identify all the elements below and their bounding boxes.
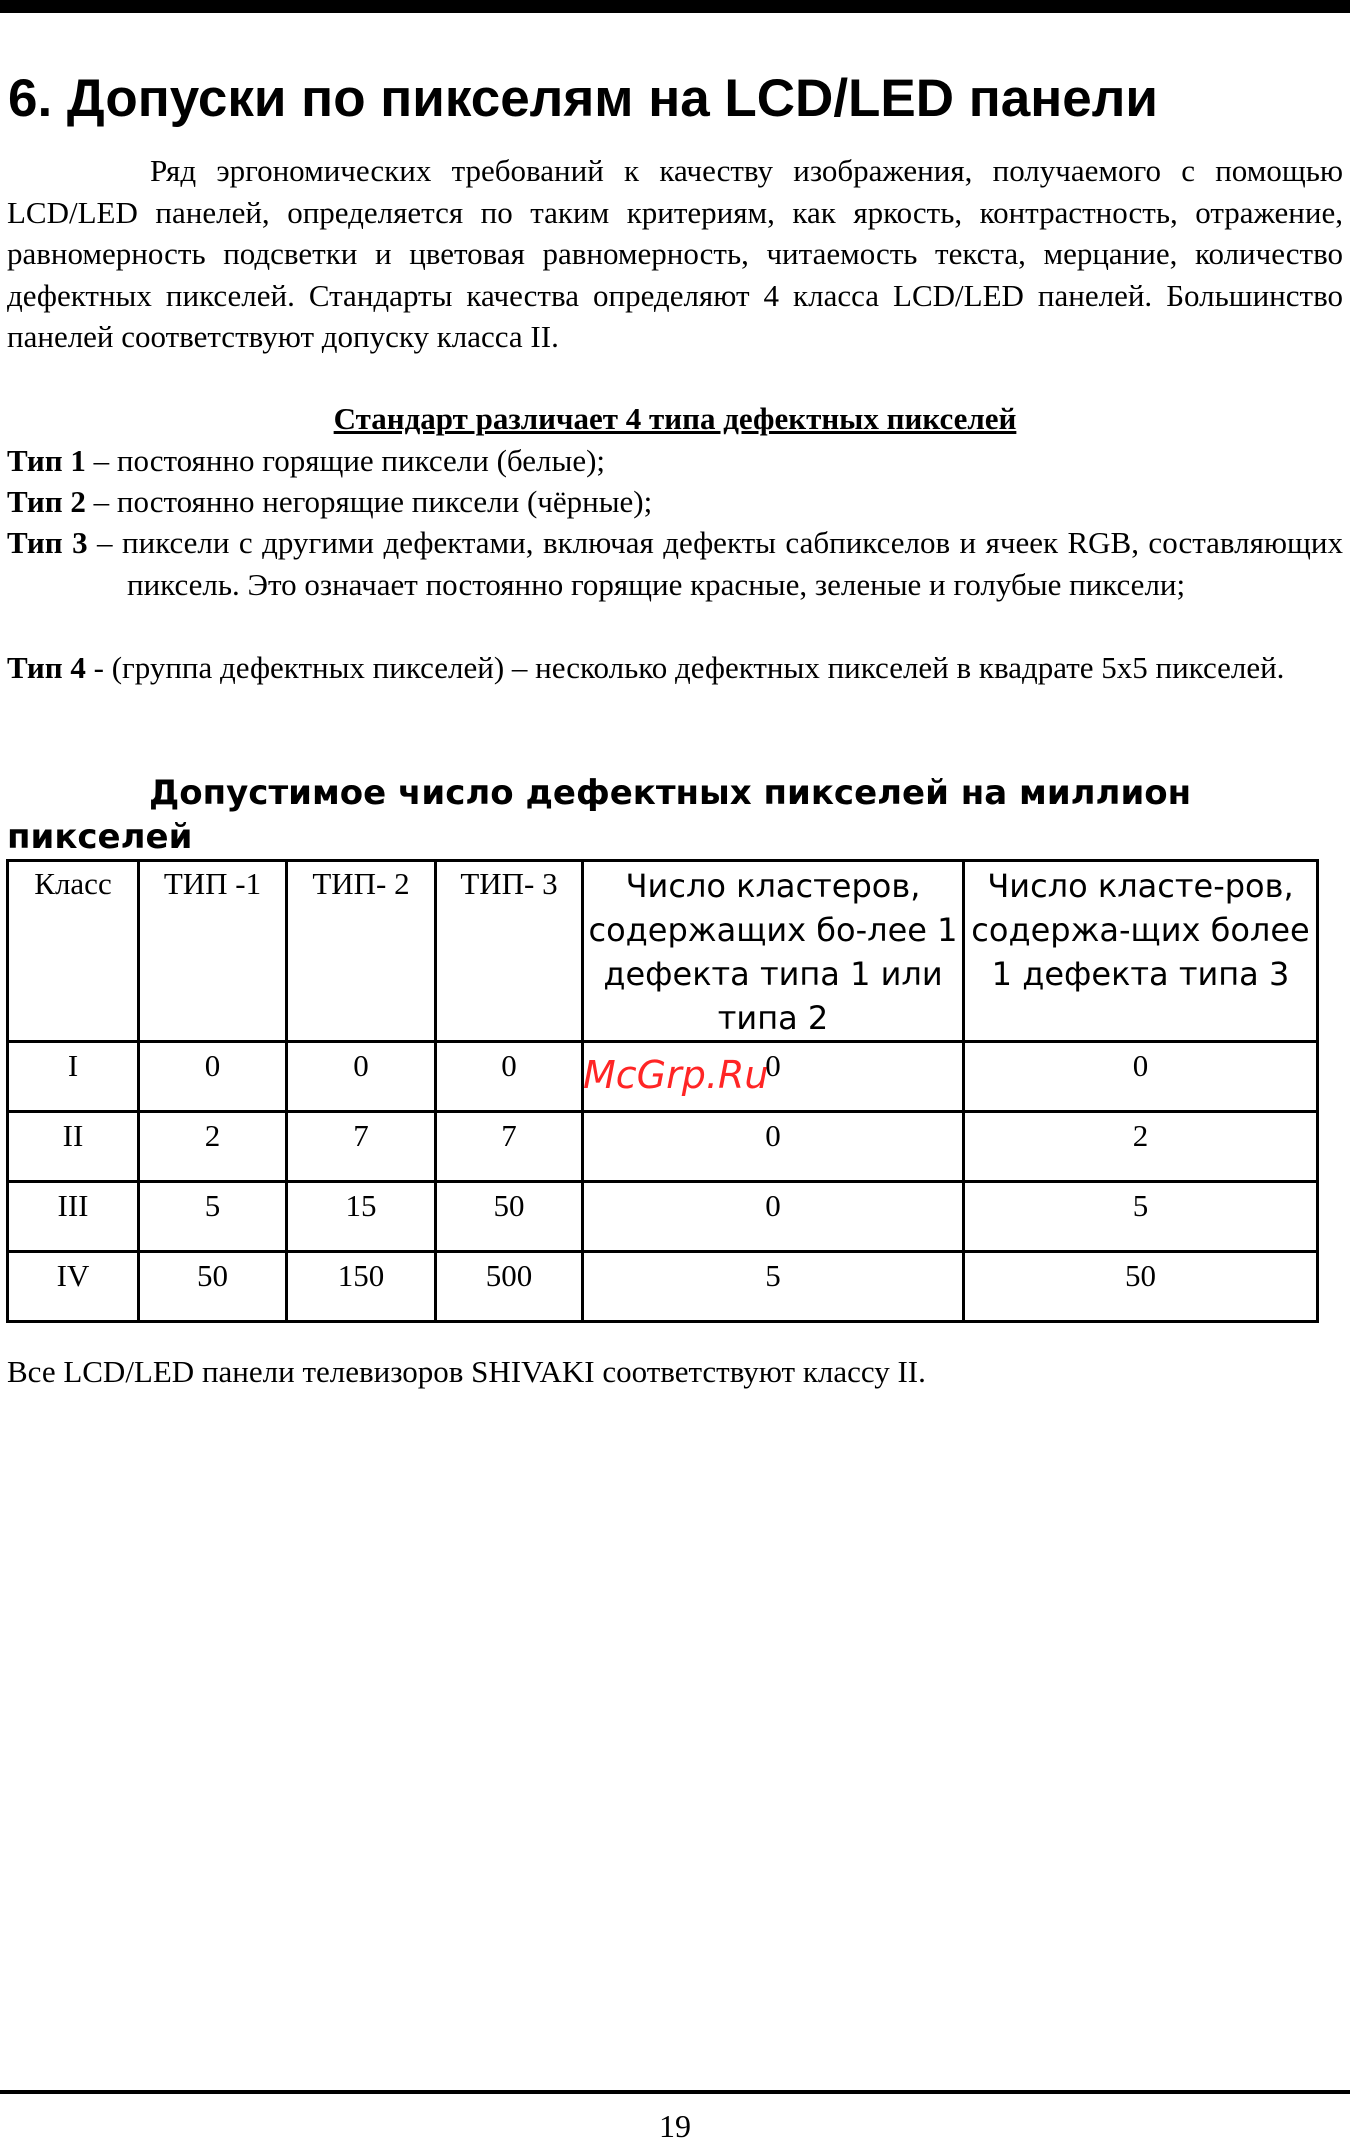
page-number: 19 [659, 2108, 691, 2144]
header-type-2: ТИП- 2 [287, 861, 436, 1042]
header-type-3: ТИП- 3 [436, 861, 583, 1042]
top-rule [0, 0, 1350, 13]
defect-type-text: – постоянно горящие пиксели (белые); [85, 443, 606, 478]
table-cell: 150 [287, 1252, 436, 1322]
table-cell: 50 [436, 1182, 583, 1252]
header-type-1: ТИП -1 [139, 861, 287, 1042]
table-header-row [8, 861, 1318, 1042]
table-cell: II [8, 1112, 139, 1182]
table-cell: 0 [583, 1042, 964, 1112]
table-cell: 0 [287, 1042, 436, 1112]
defect-type-3 [7, 522, 1343, 605]
defect-type-label: Тип 3 [7, 525, 88, 560]
table-cell: 5 [583, 1252, 964, 1322]
defect-type-4 [7, 647, 1343, 689]
table-cell: 5 [139, 1182, 287, 1252]
table-cell: 15 [287, 1182, 436, 1252]
header-clusters-type-1-2: Число кластеров, содержащих бо-лее 1 дефекта типа 1 или типа 2 [583, 861, 964, 1042]
table-row [8, 1252, 1318, 1322]
table-cell: 500 [436, 1252, 583, 1322]
section-heading: 6. Допуски по пикселям на LCD/LED панели [8, 69, 1159, 128]
table-cell: 0 [436, 1042, 583, 1112]
table-cell: 0 [139, 1042, 287, 1112]
defect-type-label: Тип 2 [7, 484, 86, 519]
table-cell: 5 [964, 1182, 1318, 1252]
table-cell: 7 [287, 1112, 436, 1182]
table-row [8, 1182, 1318, 1252]
conclusion-text: Все LCD/LED панели телевизоров SHIVAKI соответствуют классу II. [7, 1354, 926, 1389]
table-cell: 2 [964, 1112, 1318, 1182]
defect-type-text: – постоянно негорящие пиксели (чёрные); [85, 484, 653, 519]
table-cell: 7 [436, 1112, 583, 1182]
defect-type-1 [7, 440, 1343, 482]
bottom-rule [0, 2090, 1350, 2094]
table-cell: IV [8, 1252, 139, 1322]
defect-type-text: – пиксели с другими дефектами, включая дефекты сабпикселов и ячеек RGB, составляющих пиксель. Это означает постоянно горящие красные, зеленые и голубые пиксели; [87, 525, 1343, 602]
header-class: Класс [8, 861, 139, 1042]
table-cell: 0 [583, 1182, 964, 1252]
table-row [8, 1112, 1318, 1182]
header-clusters-type-3: Число класте-ров, содержа-щих более 1 дефекта типа 3 [964, 861, 1318, 1042]
defect-type-label: Тип 4 [7, 650, 86, 685]
table-cell: 50 [139, 1252, 287, 1322]
intro-paragraph: Ряд эргономических требований к качеству изображения, получаемого с помощью LCD/LED панелей, определяется по таким критериям, как яркость, контрастность, отражение, равномерность подсветки и цветовая равномерность, читаемость текста, мерцание, количество дефектных пикселей. Стандарты качества определяют 4 класса LCD/LED панелей. Большинство панелей соответствуют допуску класса II. [7, 153, 1343, 354]
table-cell: 2 [139, 1112, 287, 1182]
defect-type-label: Тип 1 [7, 443, 86, 478]
table-cell: I [8, 1042, 139, 1112]
defect-type-text: - (группа дефектных пикселей) – несколько дефектных пикселей в квадрате 5х5 пикселей. [85, 650, 1285, 685]
table-cell: 0 [583, 1112, 964, 1182]
defect-type-2 [7, 481, 1343, 523]
table-title: Допустимое число дефектных пикселей на миллион пикселей [7, 773, 1192, 857]
standard-subtitle: Стандарт различает 4 типа дефектных пикселей [333, 401, 1017, 436]
table-cell: 50 [964, 1252, 1318, 1322]
table-cell: III [8, 1182, 139, 1252]
watermark: McGrp.Ru [583, 1053, 769, 1097]
table-cell: 0 [964, 1042, 1318, 1112]
